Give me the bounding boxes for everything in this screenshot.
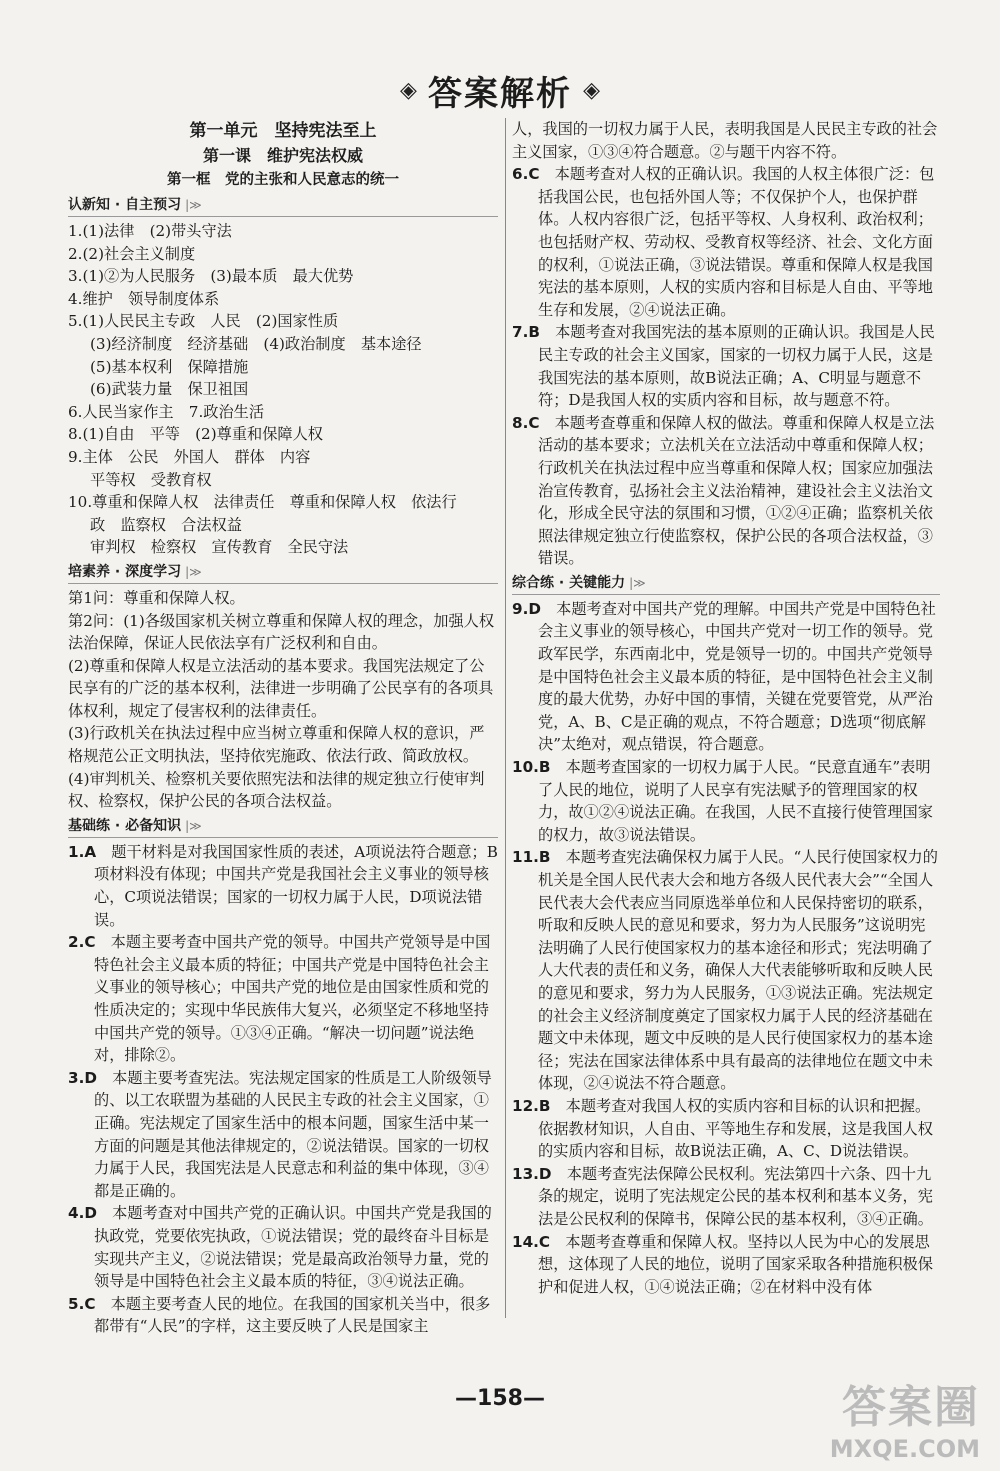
section-heading: 基础练 · 必备知识 |≫ (68, 815, 498, 838)
list-item: (6)武装力量 保卫祖国 (90, 380, 249, 399)
lesson-heading: 第一课 维护宪法权威 (202, 146, 363, 165)
answer-item: 7.B 本题考查对我国宪法的基本原则的正确认识。我国是人民民主专政的社会主义国家，国家的一切权力属于人民，这是我国宪法的基本原则，故B说法正确；A、C明显与题意不符；D是我国人权的实质内容和目标，故与题意不符。 (512, 323, 935, 410)
watermark-logo (830, 1371, 980, 1463)
list-item: 3.(1)②为人民服务 (3)最本质 最大优势 (68, 267, 354, 286)
list-item: 2.(2)社会主义制度 (68, 244, 196, 263)
answer-item: 9.D 本题考查对中国共产党的理解。中国共产党是中国特色社会主义事业的领导核心，中国共产党对一切工作的领导。党政军民学，东西南北中，党是领导一切的。中国共产党领导是中国特色社会主义最本质的特征，是中国特色社会主义制度的最大优势，办好中国的事情，关键在党要管党，从严治党，A、B、C是正确的观点，不符合题意；D选项“彻底解决”太绝对，观点错误，符合题意。 (512, 599, 936, 754)
answer-item: 11.B 本题考查宪法确保权力属于人民。“人民行使国家权力的机关是全国人民代表大会和地方各级人民代表大会”“全国人民代表大会代表应当同原选举单位和人民保持密切的联系，听取和反映人民的意见和要求，努力为人民服务”这说明宪法明确了人民行使国家权力的基本途径和形式；宪法明确了人大代表的责任和义务，确保人大代表能够听取和反映人民的意见和要求，努力为人民服务，①③说法正确。宪法规定的社会主义经济制度奠定了国家权力属于人民的经济基础在题文中未体现，题文中反映的是人民行使国家权力的基本途径；宪法在国家法律体系中具有最高的法律地位在题文中未体现，②④说法不符合题意。 (512, 848, 938, 1093)
page-title-text: 答案解析 (428, 74, 572, 114)
answer-item: 1.A 题干材料是对我国国家性质的表述，A项说法符合题意；B项材料没有体现；中国共产党是我国社会主义事业的领导核心，C项说法错误；国家的一切权力属于人民，D项说法错误。 (68, 842, 498, 929)
double-arrow-icon: |≫ (185, 564, 202, 579)
list-item: (5)基本权利 保障措施 (90, 357, 249, 376)
section-heading: 认新知 · 自主预习 |≫ (68, 194, 498, 217)
basic-answers-continued (512, 163, 940, 570)
list-item: 9.主体 公民 外国人 群体 内容 (68, 447, 311, 466)
section-heading: 培素养 · 深度学习 |≫ (68, 561, 498, 584)
paragraph: (2)尊重和保障人权是立法活动的基本要求。我国宪法规定了公民享有的广泛的基本权利，法律进一步明确了公民享有的各项具体权利，规定了侵害权利的法律责任。 (68, 656, 494, 720)
right-column (512, 118, 940, 1298)
comprehensive-answers (512, 598, 940, 1298)
list-item: (3)经济制度 经济基础 (4)政治制度 基本途径 (90, 334, 422, 353)
watermark-url: MXQE.COM (829, 1435, 980, 1463)
double-arrow-icon: |≫ (185, 818, 202, 833)
left-column (68, 118, 498, 1338)
answer-item: 12.B 本题考查对我国人权的实质内容和目标的认识和把握。依据教材知识，人自由、平等地生存和发展，这是我国人权的实质内容和目标，故B说法正确，A、C、D说法错误。 (512, 1096, 933, 1161)
paragraph: 第2问：(1)各级国家机关树立尊重和保障人权的理念，加强人权法治保障，保证人民依法享有广泛权利和自由。 (68, 611, 495, 653)
answer-item: 6.C 本题考查对人权的正确认识。我国的人权主体很广泛：包括我国公民，也包括外国人等；不仅保护个人，也保护群体。人权内容很广泛，包括平等权、人身权利、政治权利；也包括财产权、劳动权、受教育权等经济、社会、文化方面的权利，①说法正确，③说法错误。尊重和保障人权是我国宪法的基本原则，人权的实质内容和目标是人自由、平等地生存和发展，②④说法正确。 (512, 165, 935, 319)
list-item: 6.人民当家作主 7.政治生活 (68, 402, 265, 421)
answer-item: 2.C 本题主要考查中国共产党的领导。中国共产党领导是中国特色社会主义最本质的特征；中国共产党是中国特色社会主义事业的领导核心；中国共产党的地位是由国家性质和党的性质决定的；实现中华民族伟大复兴，必须坚定不移地坚持中国共产党的领导。①③④正确。“解决一切问题”说法绝对，排除②。 (68, 933, 491, 1065)
section-heading: 综合练 · 关键能力 |≫ (512, 572, 940, 595)
page-number: —158— (455, 1386, 545, 1411)
double-arrow-icon: |≫ (185, 198, 202, 212)
list-item: 8.(1)自由 平等 (2)尊重和保障人权 (68, 425, 323, 444)
unit-heading: 第一单元 坚持宪法至上 (189, 121, 377, 141)
diamond-decoration-icon: ◈ (583, 78, 601, 103)
paragraph: 第1问：尊重和保障人权。 (68, 588, 245, 607)
column-divider (505, 118, 506, 1318)
watermark-text: 答案圈 (842, 1382, 980, 1433)
list-item: 5.(1)人民民主专政 人民 (2)国家性质 (68, 312, 339, 331)
basic-answers (68, 841, 498, 1338)
answer-item: 10.B 本题考查国家的一切权力属于人民。“民意直通车”表明了人民的地位，说明了人民享有宪法赋予的管理国家的权力，故①②④说法正确。在我国，人民不直接行使管理国家的权力，故③说法错误。 (512, 758, 933, 844)
answer-item: 3.D 本题主要考查宪法。宪法规定国家的性质是工人阶级领导的、以工农联盟为基础的人民民主专政的社会主义国家，①正确。宪法规定了国家生活中的根本问题，国家生活中某一方面的问题是其他法律规定的，②说法错误。国家的一切权力属于人民，我国宪法是人民意志和利益的集中体现，③④都是正确的。 (68, 1068, 492, 1200)
diamond-decoration-icon: ◈ (399, 78, 417, 103)
preview-answers (68, 220, 498, 559)
list-item: 10.尊重和保障人权 法律责任 尊重和保障人权 依法行 (68, 493, 457, 512)
answer-item: 13.D 本题考查宪法保障公民权利。宪法第四十六条、四十九条的规定，说明了宪法规定公民的基本权利和基本义务，宪法是公民权利的保障书，保障公民的基本权利，③④正确。 (512, 1164, 933, 1228)
paragraph: (4)审判机关、检察机关要依照宪法和法律的规定独立行使审判权、检察权，保护公民的各项合法权益。 (68, 769, 485, 811)
paragraph: (3)行政机关在执法过程中应当树立尊重和保障人权的意识，严格规范公正文明执法，坚持依宪施政、依法行政、简政放权。 (68, 724, 485, 766)
list-item: 4.维护 领导制度体系 (68, 289, 220, 308)
double-arrow-icon: |≫ (629, 575, 646, 590)
list-item: 政 监察权 合法权益 (90, 515, 242, 534)
answer-item: 5.C 本题主要考查人民的地位。在我国的国家机关当中，很多都带有“人民”的字样，这主要反映了人民是国家主 (68, 1294, 491, 1336)
deep-learning-answers (68, 587, 498, 813)
list-item: 平等权 受教育权 (90, 470, 212, 489)
page-title (0, 66, 1000, 114)
answer-item: 8.C 本题考查尊重和保障人权的做法。尊重和保障人权是立法活动的基本要求；立法机关在立法活动中尊重和保障人权；行政机关在执法过程中应当尊重和保障人权；国家应加强法治宣传教育，弘扬社会主义法治精神，建设社会主义法治文化，形成全民守法的氛围和习惯，①②④正确；监察机关依照法律规定独立行使监察权，保护公民的各项合法权益，③错误。 (512, 413, 935, 568)
list-item: 审判权 检察权 宣传教育 全民守法 (90, 538, 349, 557)
list-item: 1.(1)法律 (2)带头守法 (68, 222, 232, 240)
answer-item: 4.D 本题考查对中国共产党的正确认识。中国共产党是我国的执政党，党要依宪执政，①说法错误；党的最终奋斗目标是实现共产主义，②说法错误；党是最高政治领导力量，党的领导是中国特色社会主义最本质的特征，③④说法正确。 (68, 1204, 492, 1291)
paragraph: 人，我国的一切权力属于人民，表明我国是人民民主专政的社会主义国家，①③④符合题意。②与题干内容不符。 (512, 120, 938, 161)
answer-item: 14.C 本题考查尊重和保障人权。坚持以人民为中心的发展思想，这体现了人民的地位，说明了国家采取各种措施积极保护和促进人权，①④说法正确；②在材料中没有体 (512, 1232, 933, 1296)
frame-heading: 第一框 党的主张和人民意志的统一 (167, 172, 399, 188)
